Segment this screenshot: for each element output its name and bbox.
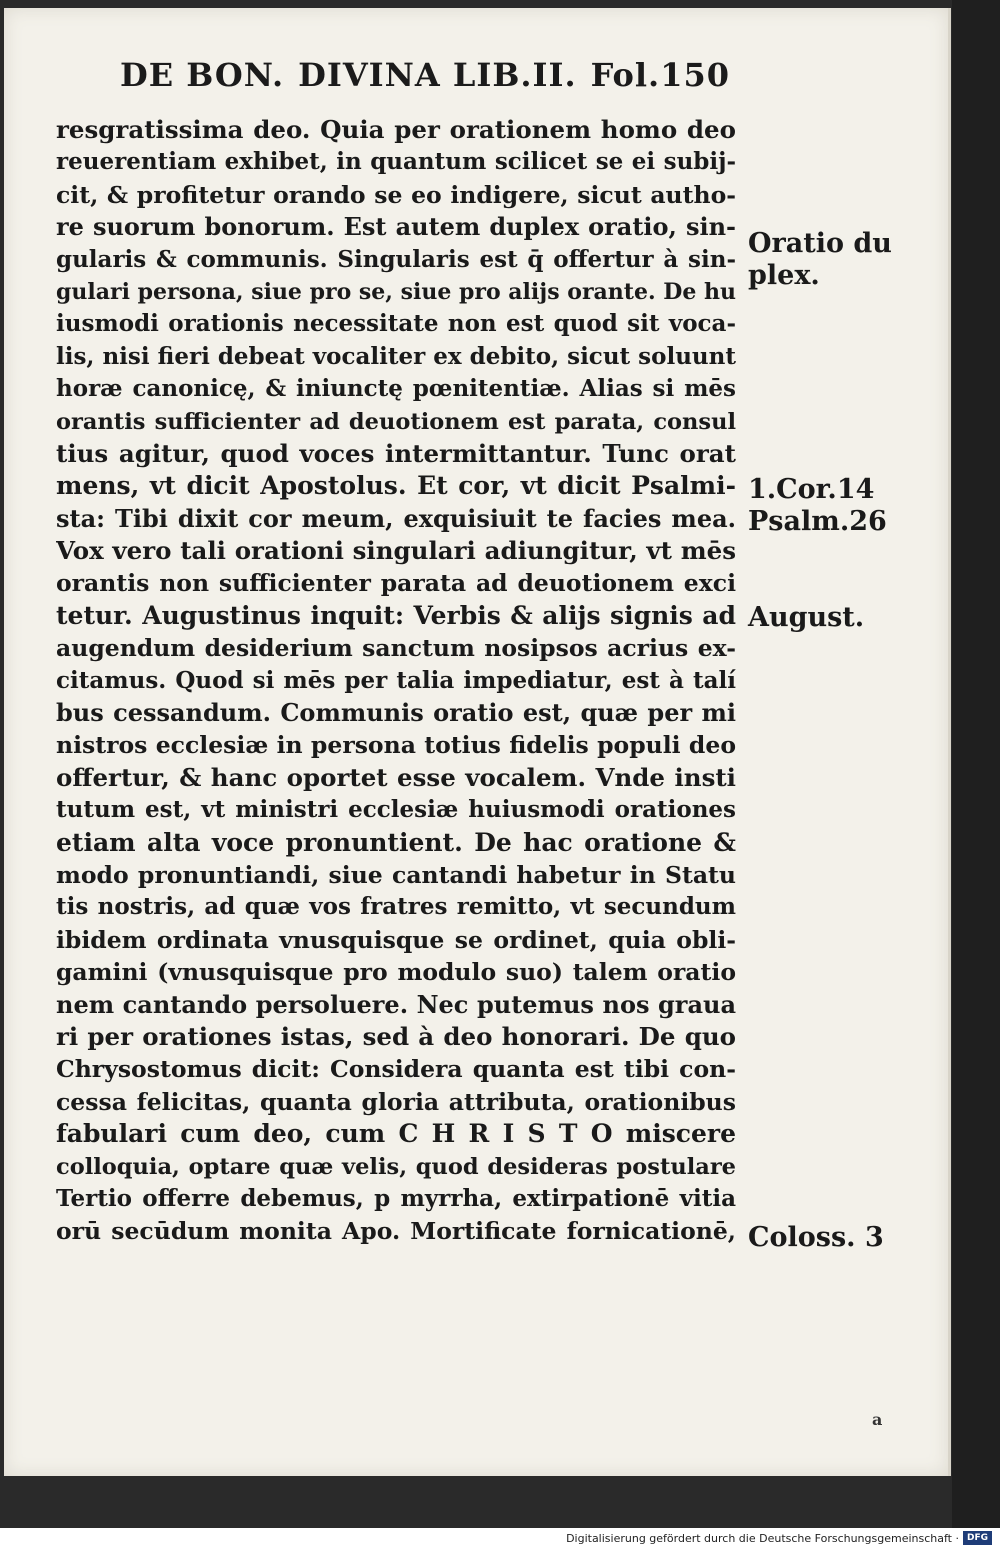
- margin-note-coloss: Coloss. 3: [748, 1222, 884, 1253]
- text-line: gamini (vnusquisque pro modulo suo) talem oratio: [56, 958, 736, 987]
- text-line: orantis non sufficienter parata ad deuotionem exci: [56, 569, 736, 598]
- dfg-logo-icon: DFG: [963, 1531, 992, 1545]
- header-folio: Fol.150: [590, 56, 730, 94]
- running-header: [120, 56, 730, 106]
- margin-note-oratio: [748, 228, 892, 292]
- text-line: sta: Tibi dixit cor meum, exquisiuit te facies mea.: [56, 503, 736, 533]
- text-line: mens, vt dicit Apostolus. Et cor, vt dicit Psalmi-: [56, 471, 736, 501]
- text-line: orantis sufficienter ad deuotionem est parata, consul: [56, 408, 736, 435]
- margin-note-line: plex.: [748, 260, 820, 291]
- text-line: gulari persona, siue pro se, siue pro alijs orante. De hu: [56, 278, 736, 305]
- margin-note-line: Psalm.26: [748, 506, 887, 537]
- text-line: colloquia, optare quæ velis, quod desideras postulare: [56, 1153, 736, 1180]
- text-line: augendum desiderium sanctum nosipsos acrius ex-: [56, 634, 736, 663]
- text-line: ibidem ordinata vnusquisque se ordinet, quia obli-: [56, 925, 736, 954]
- text-line: ri per orationes istas, sed à deo honorari. De quo: [56, 1021, 736, 1051]
- text-line: reuerentiam exhibet, in quantum scilicet se ei subij-: [56, 148, 736, 176]
- margin-note-line: Oratio du: [748, 228, 892, 259]
- text-line: citamus. Quod si mēs per talia impediatur, est à talí: [56, 666, 736, 694]
- body-text: [56, 114, 736, 1248]
- text-line: cessa felicitas, quanta gloria attributa, orationibus: [56, 1087, 736, 1116]
- margin-note-references: [748, 474, 887, 538]
- text-line: tius agitur, quod voces intermittantur. Tunc orat: [56, 438, 736, 468]
- text-line: tutum est, vt ministri ecclesiæ huiusmodi orationes: [56, 796, 736, 824]
- text-line: tis nostris, ad quæ vos fratres remitto, vt secundum: [56, 893, 736, 921]
- text-line: orū secūdum monita Apo. Mortificate fornicationē,: [56, 1217, 736, 1246]
- text-line: re suorum bonorum. Est autem duplex oratio, sin-: [56, 212, 736, 242]
- text-line: bus cessandum. Communis oratio est, quæ per mi: [56, 698, 736, 728]
- text-line: fabulari cum deo, cum C H R I S T O miscere: [56, 1119, 736, 1149]
- text-line: cit, & profitetur orando se eo indigere, sicut autho-: [56, 180, 736, 209]
- text-line: Tertio offerre debemus, p myrrha, extirpationē vitia: [56, 1184, 736, 1212]
- text-line: iusmodi orationis necessitate non est quod sit voca-: [56, 310, 736, 338]
- text-line: offertur, & hanc oportet esse vocalem. Vnde insti: [56, 762, 736, 792]
- footer-funding-text: Digitalisierung gefördert durch die Deutsche Forschungsgemeinschaft ·: [566, 1531, 959, 1545]
- text-line: horæ canonicę, & iniunctę pœnitentiæ. Alias si mēs: [56, 375, 736, 403]
- text-line: tetur. Augustinus inquit: Verbis & alijs signis ad: [56, 600, 736, 630]
- text-line: nem cantando persoluere. Nec putemus nos graua: [56, 989, 736, 1019]
- text-line: lis, nisi fieri debeat vocaliter ex debito, sicut soluunt: [56, 342, 736, 370]
- margin-note-line: 1.Cor.14: [748, 474, 875, 505]
- header-left: DE BON.: [120, 56, 285, 94]
- text-line: etiam alta voce pronuntient. De hac oratione &: [56, 827, 736, 857]
- header-center: DIVINA LIB.II.: [298, 56, 577, 94]
- text-line: resgratissima deo. Quia per orationem homo deo: [56, 115, 736, 144]
- margin-note-augustinus: August.: [748, 602, 865, 633]
- text-line: nistros ecclesiæ in persona totius fidelis populi deo: [56, 731, 736, 760]
- signature-mark: a: [872, 1410, 883, 1429]
- scan-right-edge: [952, 0, 1000, 1528]
- text-line: Chrysostomus dicit: Considera quanta est tibi con-: [56, 1055, 736, 1084]
- footer-bar: [0, 1528, 1000, 1548]
- text-line: gularis & communis. Singularis est q̄ offertur à sin-: [56, 245, 736, 273]
- text-line: Vox vero tali orationi singulari adiungitur, vt mēs: [56, 536, 736, 566]
- text-line: modo pronuntiandi, siue cantandi habetur in Statu: [56, 860, 736, 889]
